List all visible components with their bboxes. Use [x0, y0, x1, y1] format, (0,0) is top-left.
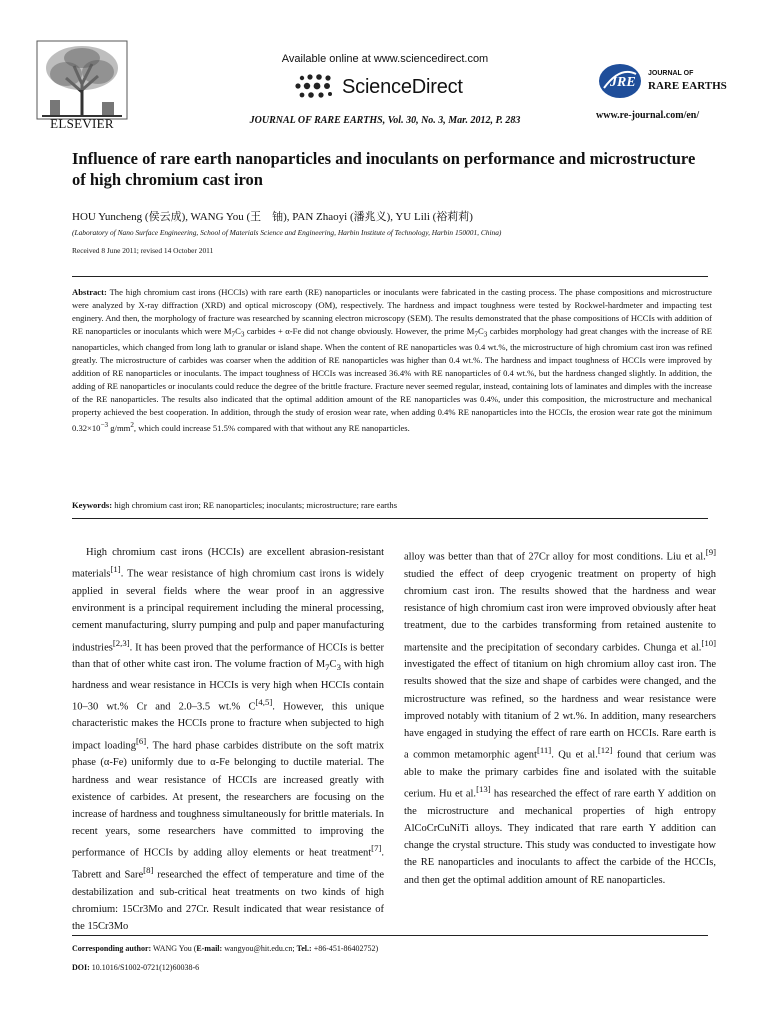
subscript: 3	[483, 330, 488, 339]
elsevier-tree-logo	[36, 40, 128, 122]
subscript: 3	[336, 662, 341, 673]
body-text: . However, this unique characteristic makes the HCCIs prone to fracture when subjected to high impact loading	[72, 701, 384, 752]
body-column-left	[72, 544, 384, 935]
article-title: Influence of rare earth nanoparticles and inoculants on performance and microstructure of high chromium cast iron	[72, 149, 696, 189]
journal-url[interactable]: www.re-journal.com/en/	[596, 110, 700, 121]
body-text: investigated the effect of titanium on high chromium alloy cast iron. The results showed that the size and shape of carbides were changed, and the microstructure was refined, so the hardness and wear resistance were improved notably with titanium of 2 wt.%. In addition, many researchers have engaged in studying the effect of rare earth on HCCIs. Rare earth is a common metamorphic agent	[404, 659, 716, 761]
tel-value: +86-451-86402752)	[311, 944, 379, 953]
tel-label: Tel.:	[296, 944, 312, 953]
citation-ref[interactable]: [8]	[143, 865, 154, 876]
abstract-text: carbides + α-Fe did not change obviously. However, the prime M	[244, 325, 475, 336]
subscript: 7	[325, 662, 330, 673]
paragraph: High chromium cast irons (HCCIs) are excellent abrasion-resistant materials[1]. The wear resistance of high chromium cast irons is widely applied in several fields where the wear proof in an aggressive environment is a principal requirement including the mineral processing, cement manufacturing, slurry pumping and pulp and paper manufacturing industries[2,3]. It has been proved that the performance of HCCIs is better than that of other white cast iron. The volume fraction of $M_7C_3$ with high hardness and wear resistance in HCCIs is very high when HCCIs contain 10–30 wt.% Cr and 2.0–3.5 wt.% C[4,5]. However, this unique characteristic makes the HCCIs prone to fracture when subjected to high impact loading[6]. The hard phase carbides distribute on the soft matrix phase (α-Fe) uniformly due to α-Fe belonging to ductile material. The hardness and wear resistance of HCCIs are increased greatly with existence of carbides. At present, the researchers are focusing on the increase of hardness and toughness simultaneously for brittle materials. In recent years, some researchers have committed to improving the performance of HCCIs by adding alloy elements or heat treatment[7]. Tabrett and Sare[8] researched the effect of temperature and time of the destabilization and sub-critical heat treatments on two kinds of high chromium: 15Cr3Mo and 27Cr. Result indicated that wear resistance of the 15Cr3Mo	[72, 547, 384, 933]
citation-ref[interactable]: [13]	[476, 784, 491, 795]
journal-logo-small-text: JOURNAL OF	[648, 70, 694, 77]
body-text: has researched the effect of rare earth Y addition on the microstructure and mechanical properties of high entropy AlCoCrCuNiTi alloys. They indicated that rare earth Y addition can change the crystal structure. This study was conducted to investigate how the RE nanoparticles and inoculants to affect the carbide of the HCCIs, and then get the optimal addition amount of RE nanoparticles.	[404, 788, 717, 886]
body-text: High chromium cast irons (HCCIs) are excellent abrasion-resistant materials	[72, 547, 384, 580]
footnote-divider	[72, 935, 708, 936]
svg-text:JRE: JRE	[610, 75, 636, 90]
superscript: −3	[100, 420, 109, 429]
citation-ref[interactable]: [4,5]	[255, 696, 273, 707]
publisher-name: ELSEVIER	[50, 116, 114, 131]
body-text: researched the effect of temperature and time of the destabilization and sub-critical heat treatments on two kinds of high chromium: 15Cr3Mo and 27Cr. Result indicated that wear resistance of the 15Cr3Mo	[72, 869, 384, 933]
available-online-text: Available online at www.sciencedirect.com	[281, 53, 489, 65]
body-text: alloy was better than that of 27Cr alloy for most conditions. Liu et al.	[404, 551, 706, 563]
received-dates: Received 8 June 2011; revised 14 October 2011	[72, 246, 214, 255]
abstract-text: carbides morphology had great changes with the increase of RE nanoparticles, which changed from long lath to granular or island shape. When the content of RE nanoparticles was 0.4 wt.%, the microstructure of high chromium cast iron was refined greatly. The microstructure of carbides was coarser when the addition of RE nanoparticles was higher than 0.4 wt.%. The hardness and impact toughness of HCCIs were improved by addition of RE nanoparticles or inoculants. The impact toughness of HCCIs was increased 36.4% with RE nanoparticles of 0.4 wt.%, but the hardness changed slightly. In addition, the adding of RE nanoparticles or inoculants could reduce the degree of the brittle fracture. Fracture never seemed regular, instead, containing lots of laminates and dimples with the increase of the RE nanoparticles. The results also indicated that the optimal addition amount of the RE nanoparticles was 0.4%, under this composition, the microstructure and mechanical property achieved the best cooperation. In addition, through the study of erosion wear rate, when adding 0.4% RE nanoparticles into the HCCIs, the erosion wear rate got the minimum 0.32×10	[72, 325, 713, 433]
sciencedirect-brand: ScienceDirect	[342, 76, 463, 98]
body-column-right	[404, 544, 716, 889]
doi	[72, 963, 199, 972]
citation-ref[interactable]: [10]	[701, 637, 716, 648]
keywords-label: Keywords:	[72, 500, 113, 510]
citation-ref[interactable]: [6]	[136, 735, 147, 746]
citation-ref[interactable]: [11]	[536, 745, 552, 756]
sciencedirect-dots-icon	[292, 72, 344, 102]
email-label: E-mail:	[196, 944, 223, 953]
body-text: . The hard phase carbides distribute on the soft matrix phase (α-Fe) uniformly due to α-Fe belonging to ductile material. The hardness and wear resistance of HCCIs are increased greatly with existence of carbides. At present, the researchers are focusing on the increase of hardness and toughness simultaneously for brittle materials. In recent years, some researchers have committed to improving the performance of HCCIs by adding alloy elements or heat treatment	[72, 740, 384, 859]
subscript: 7	[231, 330, 236, 339]
body-text: studied the effect of deep cryogenic treatment on property of high chromium cast iron. The results showed that the hardness and wear resistance of high chromium cast iron were improved obviously after heat treatment, due to the carbides transforming from retained austenite to martensite and the precipitation of secondary carbides. Chunga et al.	[404, 568, 716, 654]
abstract-text: g/mm	[108, 422, 131, 433]
citation-ref[interactable]: [7]	[371, 843, 382, 854]
email-link[interactable]: wangyou@hit.edu.cn;	[222, 944, 297, 953]
body-text: . Qu et al.	[551, 749, 598, 761]
citation-ref[interactable]: [9]	[705, 547, 716, 557]
superscript: 2	[130, 420, 134, 429]
corresponding-label: Corresponding author:	[72, 944, 152, 953]
body-text: . Tabrett and Sare	[72, 847, 384, 881]
abstract: Abstract: The high chromium cast irons (HCCIs) with rare earth (RE) nanoparticles or inoculants were fabricated in the casting process. The phase compositions and microstructure were analyzed by X-ray diffraction (XRD) and optical microscopy (OM), respectively. The hardness and impact toughness were tested by Rockwel-hardmeter and impacting test enginery. And then, the morphology of fracture was researched by scanning electron microscopy (SEM). The results demonstrated that the phase compositions of HCCIs with addition of RE nanoparticles or inoculants which were $M_7C_3$ carbides + α-Fe did not change obviously. However, the prime $M_7C_3$ carbides morphology had great changes with the increase of RE nanoparticles, which changed from long lath to granular or island shape. When the content of RE nanoparticles was 0.4 wt.%, the microstructure of high chromium cast iron was refined greatly. The microstructure of carbides was coarser when the addition of RE nanoparticles was higher than 0.4 wt.%. The hardness and impact toughness of HCCIs were improved by addition of RE nanoparticles or inoculants. The impact toughness of HCCIs was increased 36.4% with RE nanoparticles of 0.4 wt.%, but the hardness changed slightly. In addition, the adding of RE nanoparticles or inoculants could reduce the degree of the brittle fracture. Fracture never seemed regular, instead, containing lots of laminates and dimples with the increase of the RE nanoparticles. The results also indicated that the optimal addition amount of the RE nanoparticles was 0.4%, under this composition, the microstructure and mechanical property achieved the best cooperation. In addition, through the study of erosion wear rate, when adding 0.4% RE nanoparticles into the HCCIs, the erosion wear rate got the minimum $0.32\times 10^{-3}$ $g/mm^2$, which could increase 51.5% compared with that without any RE nanoparticles.	[72, 287, 713, 433]
abstract-label: Abstract:	[72, 287, 107, 297]
citation-ref[interactable]: [1]	[110, 564, 121, 575]
journal-citation: JOURNAL OF RARE EARTHS, Vol. 30, No. 3, Mar. 2012, P. 283	[249, 115, 521, 126]
citation-ref[interactable]: [12]	[597, 745, 613, 756]
body-text: with high hardness and wear resistance in HCCIs is very high when HCCIs contain 10–30 wt.% Cr and 2.0–3.5 wt.% C	[72, 659, 384, 713]
paragraph	[404, 544, 716, 889]
journal-logo-name: RARE EARTHS	[648, 80, 727, 92]
doi-label: DOI:	[72, 963, 90, 972]
body-text: . The wear resistance of high chromium cast irons is widely applied in several fields where the wear proof in an aggressive environment is a principal requirement including the mineral processing, cement manufacturing, slurry pumping and pulp and paper manufacturing industries	[72, 568, 384, 654]
subscript: 7	[474, 330, 478, 339]
citation-ref[interactable]: [2,3]	[112, 637, 130, 648]
body-text: . It has been proved that the performance of HCCIs is better than that of other white cast iron. The volume fraction of M	[72, 642, 384, 671]
corresponding-author	[72, 944, 378, 953]
author-list: HOU Yuncheng (侯云成), WANG You (王 铀), PAN Zhaoyi (潘兆义), YU Lili (裕莉莉)	[72, 211, 473, 223]
abstract-text: The high chromium cast irons (HCCIs) with rare earth (RE) nanoparticles or inoculants were fabricated in the casting process. The phase compositions and microstructure were analyzed by X-ray diffraction (XRD) and optical microscopy (OM), respectively. The hardness and impact toughness were tested by Rockwel-hardmeter and impacting test enginery. And then, the morphology of fracture was researched by scanning electron microscopy (SEM). The results demonstrated that the phase compositions of HCCIs with addition of RE nanoparticles or inoculants which were M	[72, 287, 712, 336]
doi-link[interactable]: 10.1016/S1002-0721(12)60038-6	[89, 963, 200, 972]
affiliation: (Laboratory of Nano Surface Engineering, School of Materials Science and Engineering, Harbin Institute of Technology, Harbin 150001, China)	[72, 228, 502, 237]
divider-bottom	[72, 518, 708, 519]
body-text: found that cerium was able to make the primary carbides fine and isolated with the suitable cerium. Hu et al.	[404, 749, 716, 800]
abstract-text: , which could increase 51.5% compared with that without any RE nanoparticles.	[133, 422, 410, 433]
subscript: 3	[240, 330, 245, 339]
corresponding-name: WANG You (	[151, 944, 197, 953]
keywords-text: high chromium cast iron; RE nanoparticles; inoculants; microstructure; rare earths	[114, 500, 398, 510]
keywords	[72, 500, 712, 510]
divider-top	[72, 276, 708, 277]
